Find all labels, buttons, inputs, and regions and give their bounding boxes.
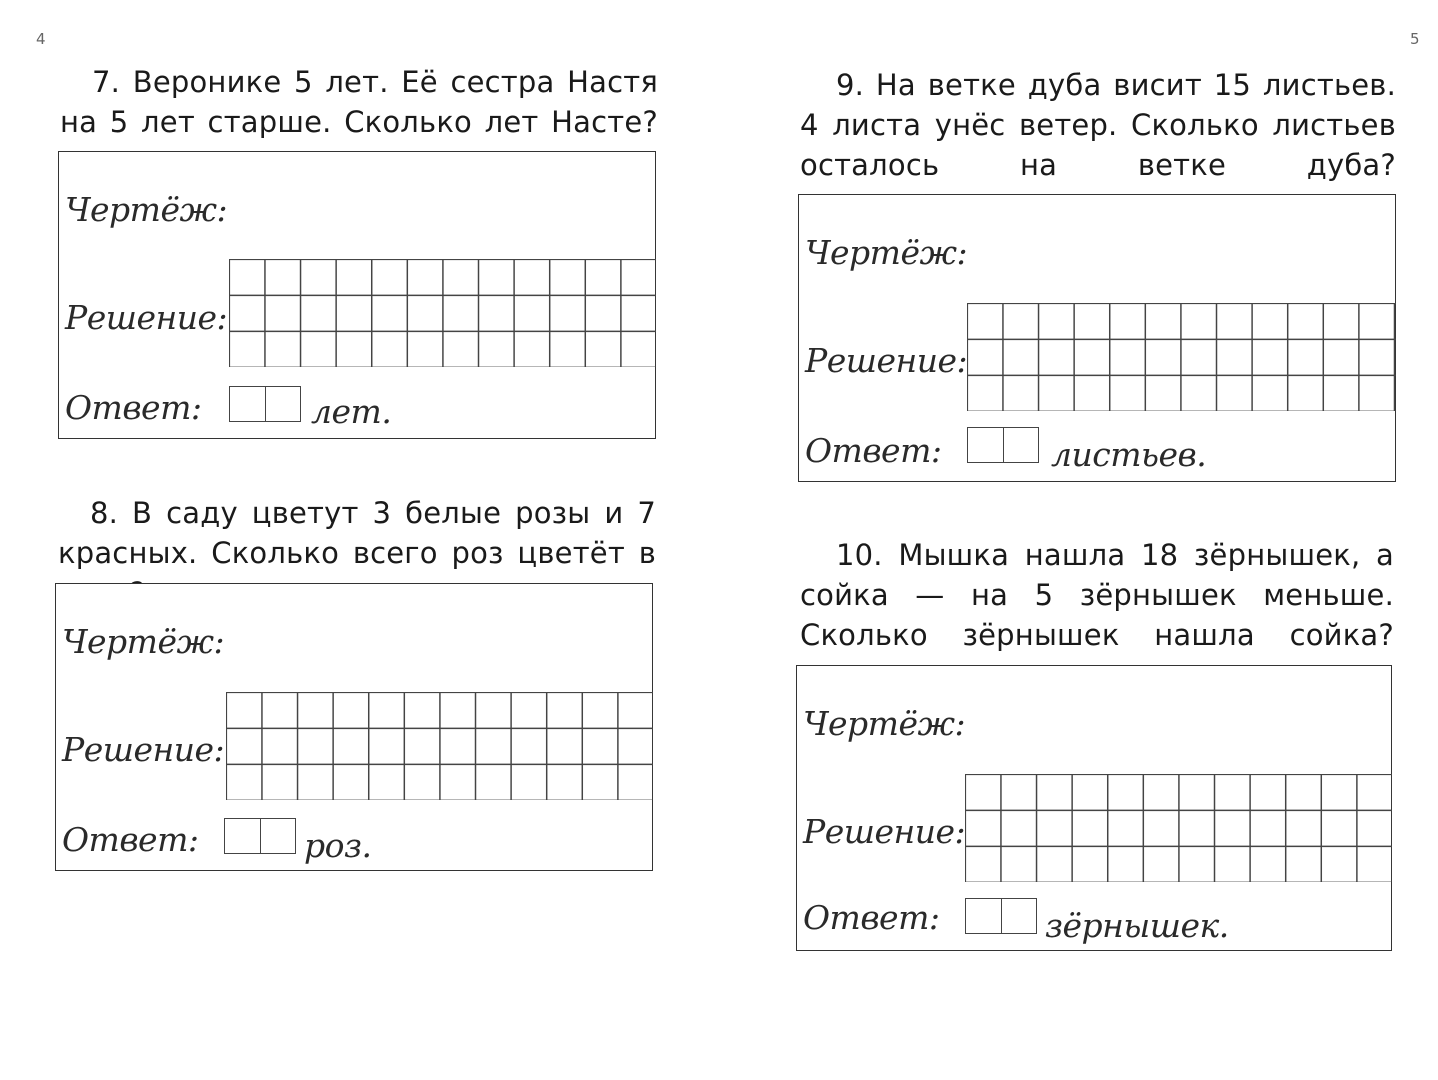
answer-label: Ответ: [65, 388, 202, 427]
drawing-label: Чертёж: [65, 190, 228, 229]
solution-grid[interactable] [965, 774, 1392, 882]
answer-cells[interactable] [229, 386, 301, 422]
solution-grid[interactable] [229, 259, 656, 367]
work-box [798, 194, 1396, 482]
answer-unit: зёрнышек. [1045, 906, 1229, 945]
answer-label: Ответ: [805, 431, 942, 470]
answer-unit: роз. [304, 826, 372, 865]
problem-text: 9. На ветке дуба висит 15 листьев. 4 листа унёс ветер. Сколько листьев осталось на ветке дуба? [800, 68, 1396, 182]
drawing-label: Чертёж: [803, 704, 966, 743]
answer-cells[interactable] [967, 427, 1039, 463]
answer-cells[interactable] [965, 898, 1037, 934]
work-box [58, 151, 656, 439]
answer-unit: лет. [311, 392, 392, 431]
page-number-left: 4 [36, 30, 46, 48]
answer-unit: листьев. [1051, 435, 1207, 474]
problem-text: 8. В саду цветут 3 белые розы и 7 красных. Сколько всего роз цветёт в [58, 496, 656, 570]
drawing-label: Чертёж: [805, 233, 968, 272]
solution-label: Решение: [62, 730, 225, 769]
work-box [55, 583, 653, 871]
drawing-label: Чертёж: [62, 622, 225, 661]
page-number-right: 5 [1410, 30, 1420, 48]
solution-label: Решение: [803, 812, 966, 851]
solution-label: Решение: [805, 341, 968, 380]
solution-grid[interactable] [226, 692, 653, 800]
problem-text: 10. Мышка нашла 18 зёрнышек, а сойка — на 5 зёрнышек меньше. Сколько зёрнышек нашла сойка? [800, 538, 1394, 652]
answer-label: Ответ: [62, 820, 199, 859]
work-box [796, 665, 1392, 951]
solution-grid[interactable] [967, 303, 1396, 411]
answer-label: Ответ: [803, 898, 940, 937]
problem-text: 7. Веронике 5 лет. Её сестра Настя на 5 лет старше. Сколько лет Насте? [60, 65, 658, 139]
answer-cells[interactable] [224, 818, 296, 854]
solution-label: Решение: [65, 298, 228, 337]
